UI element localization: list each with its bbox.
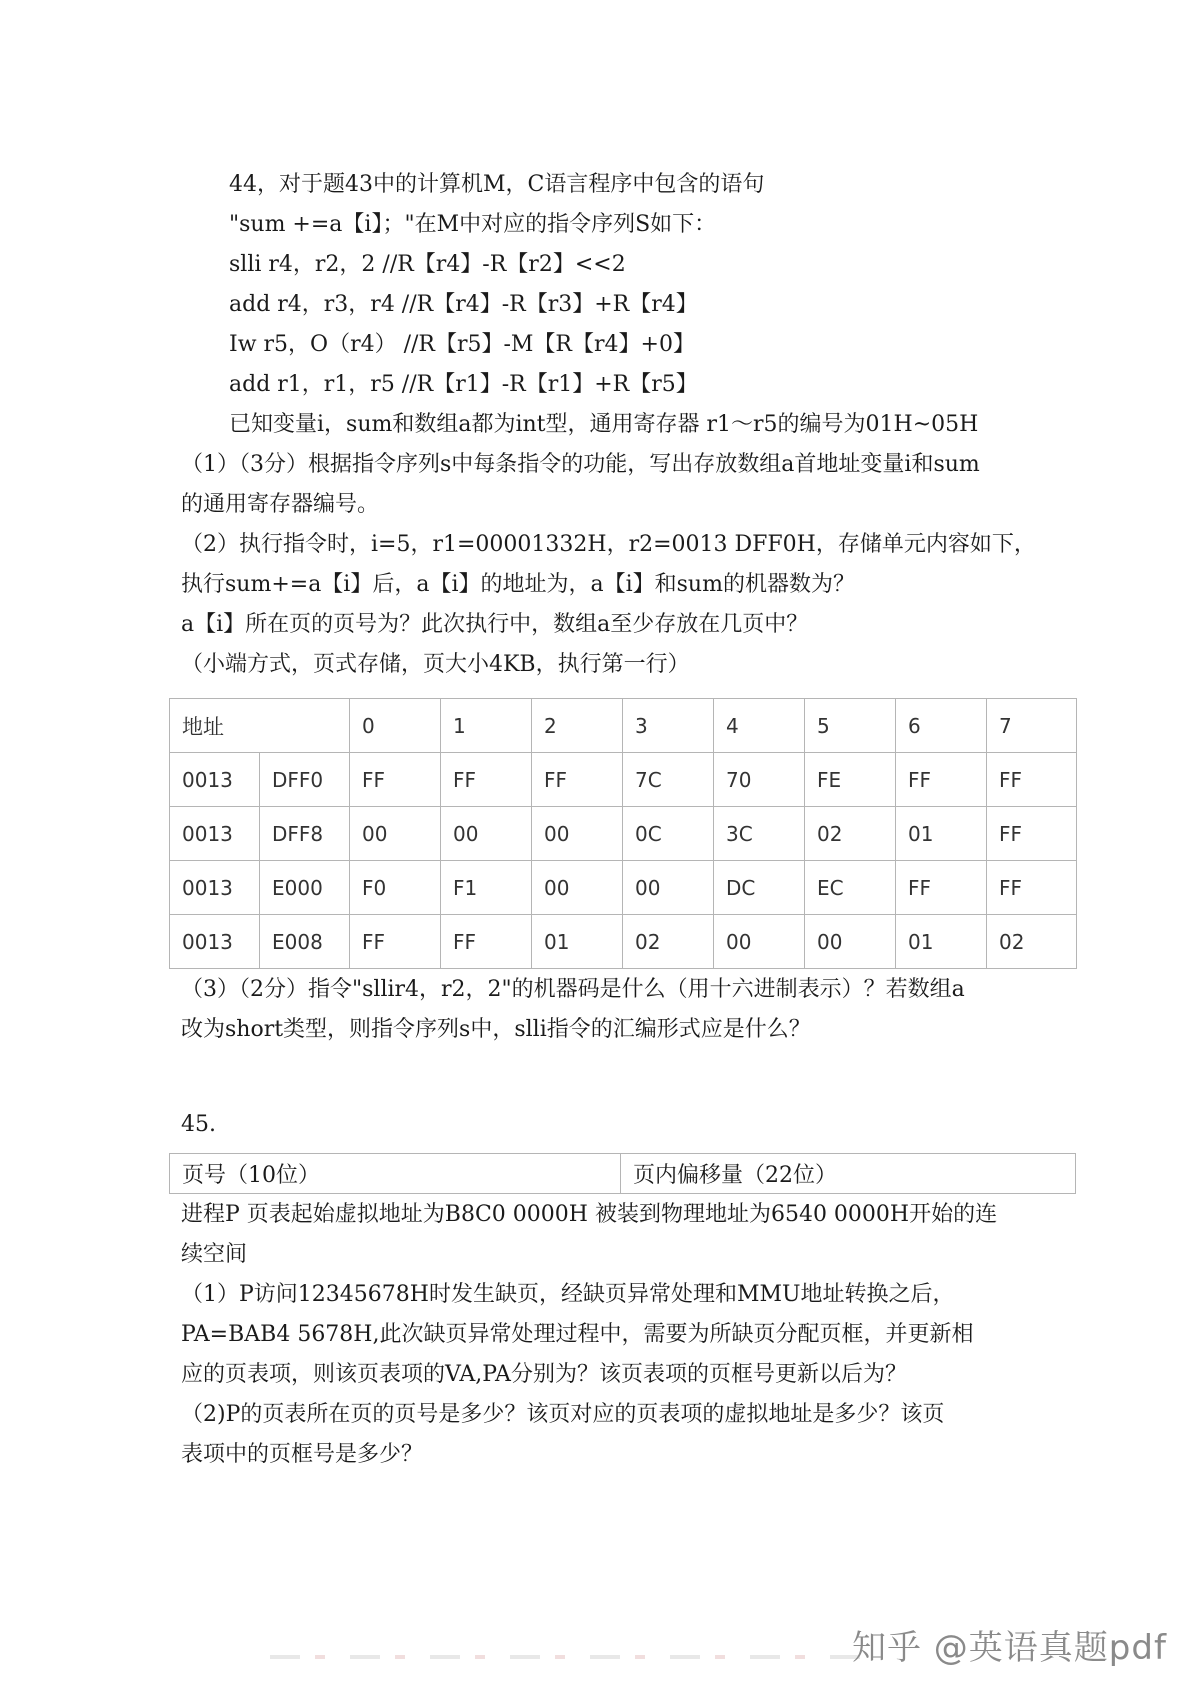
header-cell: 4 [714,699,805,753]
table-cell: E000 [260,861,350,915]
table-cell: 00 [714,915,805,969]
table-cell: 0C [623,807,714,861]
table-cell: 00 [350,807,441,861]
table-cell: 00 [532,861,623,915]
table-cell: FF [441,915,532,969]
table-cell: 0013 [170,861,260,915]
page-offset-field: 页内偏移量（22位） [621,1154,1076,1194]
table-cell: FF [441,753,532,807]
table-cell: 00 [441,807,532,861]
table-cell: FF [350,915,441,969]
instruction-4: add r1，r1，r5 //R【r1】-R【r1】+R【r5】 [229,372,698,397]
header-cell: 1 [441,699,532,753]
table-cell: 0013 [170,807,260,861]
header-cell: 7 [987,699,1077,753]
table-cell: FE [805,753,896,807]
table-cell: FF [896,753,987,807]
q45-line7: 表项中的页框号是多少？ [181,1442,424,1467]
table-cell: 0013 [170,915,260,969]
header-cell: 5 [805,699,896,753]
table-cell: 7C [623,753,714,807]
table-cell: 3C [714,807,805,861]
table-cell: 01 [896,807,987,861]
table-row [170,753,1077,807]
q45-line4: PA=BAB4 5678H,此次缺页异常处理过程中，需要为所缺页分配页框，并更新相 [181,1322,974,1347]
table-cell: 02 [623,915,714,969]
table-cell: F1 [441,861,532,915]
q45-line1: 进程P 页表起始虚拟地址为B8C0 0000H 被装到物理地址为6540 0000H开始的连 [181,1202,998,1227]
part2-line4: （小端方式，页式存储，页大小4KB，执行第一行） [181,652,690,677]
table-cell: 02 [987,915,1077,969]
table-cell: FF [896,861,987,915]
page-number-field: 页号（10位） [170,1154,621,1194]
watermark: 知乎 @英语真题pdf [852,1628,1167,1668]
q45-number: 45. [181,1112,216,1137]
part1-line1: （1）（3分）根据指令序列s中每条指令的功能，写出存放数组a首地址变量i和sum [181,452,980,477]
table-cell: 0013 [170,753,260,807]
table-cell: DC [714,861,805,915]
table-row [170,861,1077,915]
table-cell: FF [987,807,1077,861]
q45-line6: （2)P的页表所在页的页号是多少？该页对应的页表项的虚拟地址是多少？该页 [181,1402,945,1427]
header-cell: 2 [532,699,623,753]
q44-title: 44，对于题43中的计算机M，C语言程序中包含的语句 [229,172,765,197]
table-cell: 01 [896,915,987,969]
scan-artifact [270,1655,860,1659]
table-cell: DFF8 [260,807,350,861]
part2-line1: （2）执行指令时，i=5，r1=00001332H，r2=0013 DFF0H，存储单元内容如下， [181,532,1036,557]
table-row [170,807,1077,861]
table-cell: FF [532,753,623,807]
part2-line2: 执行sum+=a【i】后，a【i】的地址为，a【i】和sum的机器数为？ [181,572,855,597]
q44-statement: "sum +=a【i】；"在M中对应的指令序列S如下： [229,212,717,237]
q45-line3: （1）P访问12345678H时发生缺页，经缺页异常处理和MMU地址转换之后， [181,1282,955,1307]
header-cell: 6 [896,699,987,753]
table-cell: 01 [532,915,623,969]
table-cell: DFF0 [260,753,350,807]
table-cell: 02 [805,807,896,861]
header-cell: 3 [623,699,714,753]
page-format-table [169,1153,1076,1194]
q45-line2: 续空间 [181,1242,248,1267]
instruction-3: Iw r5，O（r4） //R【r5】-M【R【r4】+0】 [229,332,695,357]
known-conditions: 已知变量i，sum和数组a都为int型，通用寄存器 r1～r5的编号为01H~05H [229,412,979,437]
table-cell: EC [805,861,896,915]
table-cell: FF [987,861,1077,915]
table-cell: FF [350,753,441,807]
table-cell: 00 [805,915,896,969]
header-cell: 0 [350,699,441,753]
table-cell: 70 [714,753,805,807]
part1-line2: 的通用寄存器编号。 [181,492,380,517]
table-row [170,915,1077,969]
part2-line3: a【i】所在页的页号为？此次执行中，数组a至少存放在几页中？ [181,612,809,637]
part3-line2: 改为short类型，则指令序列s中，slli指令的汇编形式应是什么？ [181,1017,811,1042]
table-cell: 00 [532,807,623,861]
instruction-1: slli r4，r2，2 //R【r4】-R【r2】<<2 [229,252,626,277]
q45-line5: 应的页表项，则该页表项的VA,PA分别为？该页表项的页框号更新以后为？ [181,1362,907,1387]
table-cell: FF [987,753,1077,807]
instruction-2: add r4，r3，r4 //R【r4】-R【r3】+R【r4】 [229,292,698,317]
table-cell: 00 [623,861,714,915]
part3-line1: （3）（2分）指令"sllir4，r2，2"的机器码是什么（用十六进制表示）？若数组a [181,977,965,1002]
table-cell: E008 [260,915,350,969]
table-cell: F0 [350,861,441,915]
header-cell: 地址 [170,699,350,753]
memory-table [169,698,1077,969]
table-row [170,1154,1076,1194]
memory-table-header [170,699,1077,753]
